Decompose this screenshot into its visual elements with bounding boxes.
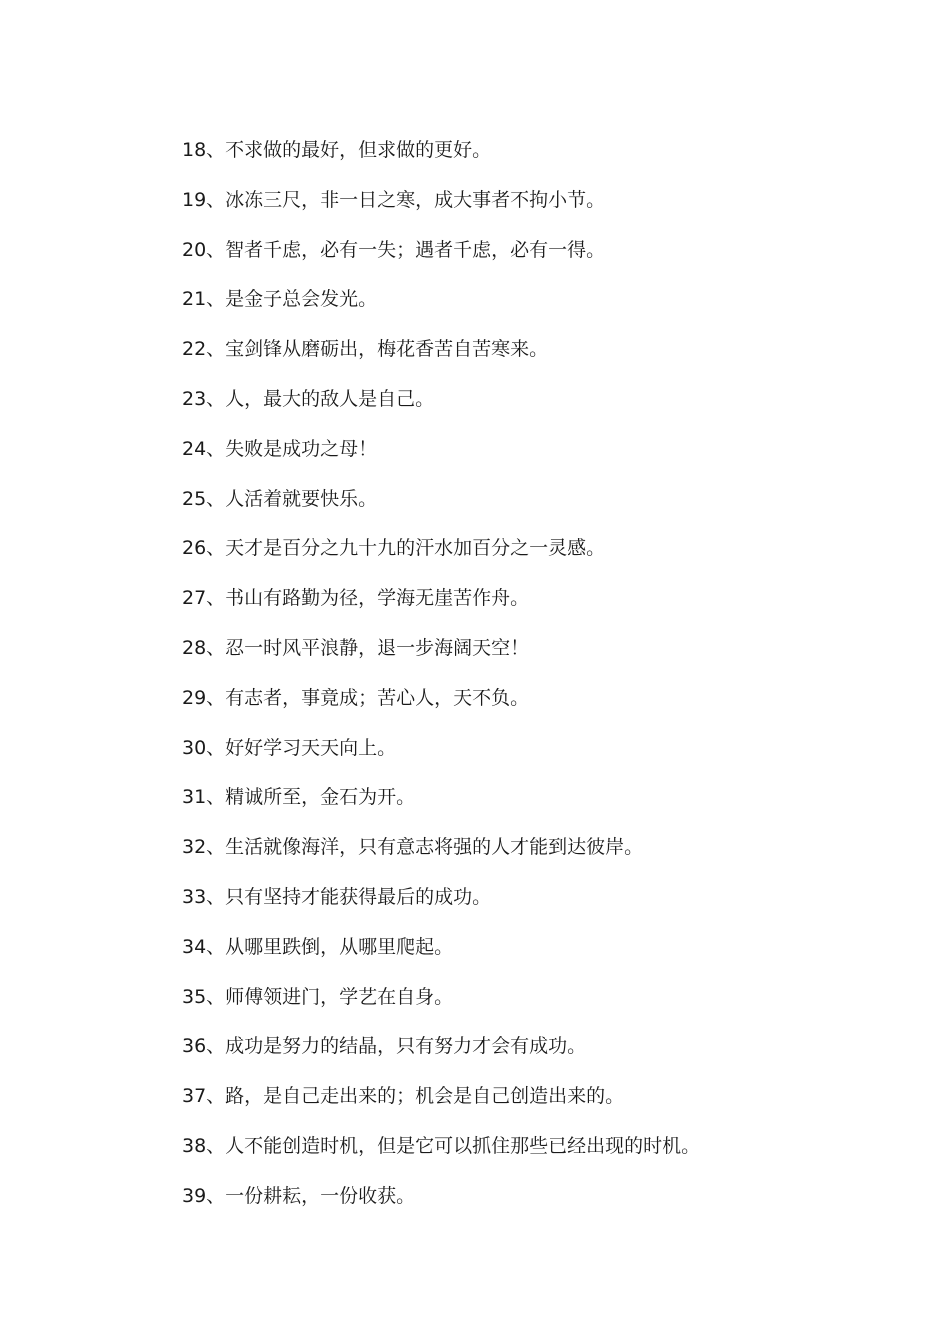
quote-line-39: 39、一份耕耘，一份收获。 (182, 1184, 416, 1207)
quote-line-32: 32、生活就像海洋，只有意志将强的人才能到达彼岸。 (182, 836, 644, 859)
quote-list (182, 132, 902, 1228)
quote-line-24: 24、失败是成功之母！ (182, 437, 378, 460)
quote-line-30: 30、好好学习天天向上。 (182, 736, 397, 759)
quote-line-36: 36、成功是努力的结晶，只有努力才会有成功。 (182, 1035, 587, 1058)
quote-line-29: 29、有志者，事竟成；苦心人，天不负。 (182, 686, 530, 709)
quote-line-25: 25、人活着就要快乐。 (182, 487, 378, 510)
quote-line-35: 35、师傅领进门，学艺在自身。 (182, 985, 454, 1008)
quote-line-28: 28、忍一时风平浪静，退一步海阔天空！ (182, 636, 530, 659)
quote-line-19: 19、冰冻三尺，非一日之寒，成大事者不拘小节。 (182, 188, 606, 211)
quote-line-27: 27、书山有路勤为径，学海无崖苦作舟。 (182, 587, 530, 610)
quote-line-37: 37、路，是自己走出来的；机会是自己创造出来的。 (182, 1085, 625, 1108)
quote-line-33: 33、只有坚持才能获得最后的成功。 (182, 885, 492, 908)
quote-line-34: 34、从哪里跌倒，从哪里爬起。 (182, 935, 454, 958)
quote-line-23: 23、人，最大的敌人是自己。 (182, 387, 435, 410)
quote-line-22: 22、宝剑锋从磨砺出，梅花香苦自苦寒来。 (182, 338, 549, 361)
quote-line-38: 38、人不能创造时机，但是它可以抓住那些已经出现的时机。 (182, 1134, 701, 1157)
quote-line-26: 26、天才是百分之九十九的汗水加百分之一灵感。 (182, 537, 606, 560)
quote-line-18: 18、不求做的最好，但求做的更好。 (182, 139, 492, 161)
quote-line-20: 20、智者千虑，必有一失；遇者千虑，必有一得。 (182, 238, 606, 261)
quote-line-31: 31、精诚所至，金石为开。 (182, 786, 416, 809)
quote-line-21: 21、是金子总会发光。 (182, 288, 378, 311)
